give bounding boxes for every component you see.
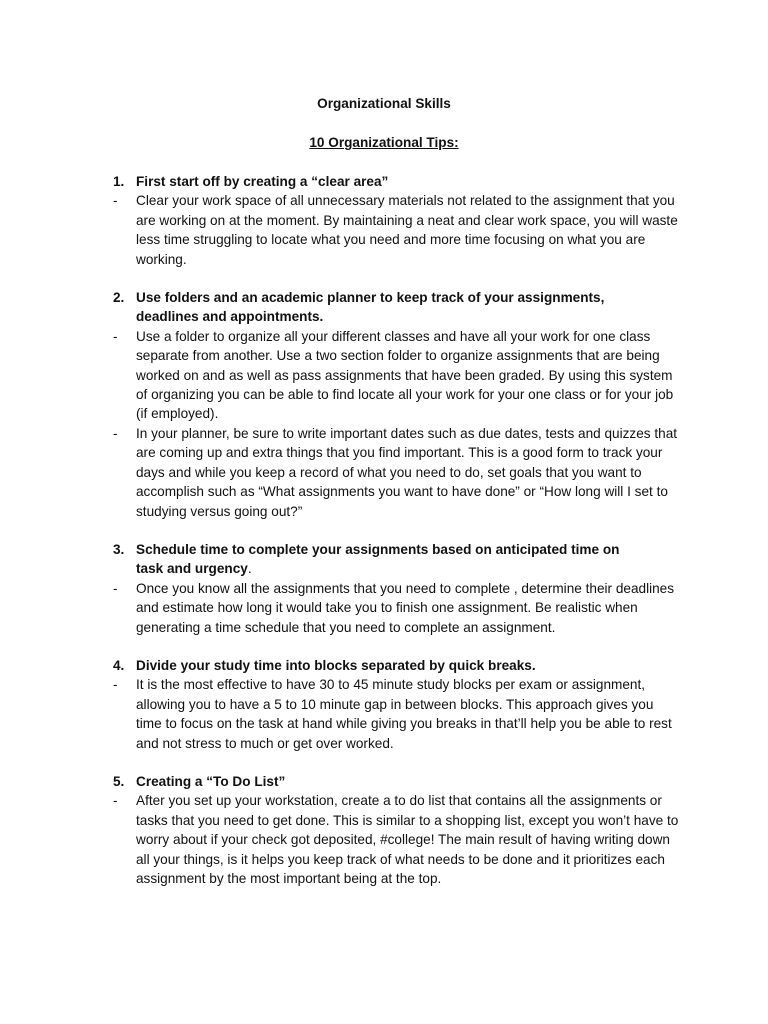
- tip-number: 5.: [113, 773, 125, 789]
- dash-marker: -: [113, 328, 118, 344]
- tip-heading-text: First start off by creating a “clear area”: [136, 174, 389, 189]
- tip-4: [0, 656, 768, 753]
- tip-heading-text: Creating a “To Do List”: [136, 773, 286, 789]
- tip-bullet: [0, 791, 681, 888]
- tip-heading: [0, 288, 646, 327]
- tip-heading: [0, 656, 646, 675]
- tip-number: 3.: [113, 541, 125, 557]
- tip-heading-text: Use folders and an academic planner to keep track of your assignments, deadlines and appointments.: [136, 290, 605, 325]
- tip-bullet-text: Use a folder to organize all your different classes and have all your work for one class separate from another. Use a two section folder to organize assignments that are being worked on and as well as pass assignments that have been graded. By using this system of organizing you can be able to find locate all your work for your one class or for your job (if employed).: [136, 328, 674, 422]
- dash-marker: -: [113, 580, 118, 596]
- tip-bullet: [0, 191, 681, 269]
- tip-heading-text: Divide your study time into blocks separated by quick breaks.: [136, 657, 536, 673]
- document-title: Organizational Skills: [317, 96, 451, 111]
- document-subtitle: 10 Organizational Tips:: [309, 135, 459, 150]
- tips-list: [0, 172, 768, 907]
- dash-marker: -: [113, 793, 118, 809]
- tip-bullet-text: Clear your work space of all unnecessary materials not related to the assignment that you are working on at the moment. By maintaining a neat and clear work space, you will waste less time struggling to locate what you need and more time focusing on what you are working.: [136, 193, 678, 267]
- tip-bullet: [0, 579, 681, 637]
- tip-bullet-text: It is the most effective to have 30 to 45 minute study blocks per exam or assignment, allowing you to have a 5 to 10 minute gap in between blocks. This approach gives you time to focus on the task at hand while giving you breaks in that’ll help you be able to rest and not stress to much or get over worked.: [136, 677, 672, 751]
- tip-number: 4.: [113, 657, 125, 673]
- tip-3: [0, 540, 768, 637]
- tip-bullet-text: In your planner, be sure to write important dates such as due dates, tests and quizzes that are coming up and extra things that you find important. This is a good form to track your days and while you keep a record of what you need to do, set goals that you want to accomplish such as “What assignments you want to have done” or “How long will I set to studying versus going out?”: [136, 425, 678, 519]
- tip-bullet: [0, 424, 681, 521]
- tip-bullet: [0, 675, 681, 753]
- tip-bullet-text: Once you know all the assignments that you need to complete , determine their deadlines and estimate how long it would take you to finish one assignment. Be realistic when generating a time schedule that you need to complete an assignment.: [136, 580, 675, 635]
- tip-number: 2.: [113, 290, 125, 306]
- tip-heading: [0, 540, 646, 579]
- tip-5: [0, 772, 768, 888]
- tip-number: 1.: [113, 174, 125, 189]
- dash-marker: -: [113, 677, 118, 693]
- tip-heading: [0, 772, 646, 791]
- tip-heading: [0, 172, 646, 191]
- dash-marker: -: [113, 193, 118, 209]
- tip-bullet-text: After you set up your workstation, create a to do list that contains all the assignments or tasks that you need to get done. This is similar to a shopping list, except you won’t have to worry about if your check got deposited, #college! The main result of having writing down all your things, is it helps you keep track of what needs to be done and it prioritizes each assignment by the most important being at the top.: [136, 793, 679, 886]
- tip-1: [0, 172, 768, 269]
- tip-heading-suffix: .: [247, 561, 252, 577]
- tip-heading-text: Schedule time to complete your assignments based on anticipated time on task and urgency: [136, 541, 620, 577]
- tip-2: [0, 288, 768, 521]
- dash-marker: -: [113, 425, 118, 441]
- tip-bullet: [0, 327, 681, 424]
